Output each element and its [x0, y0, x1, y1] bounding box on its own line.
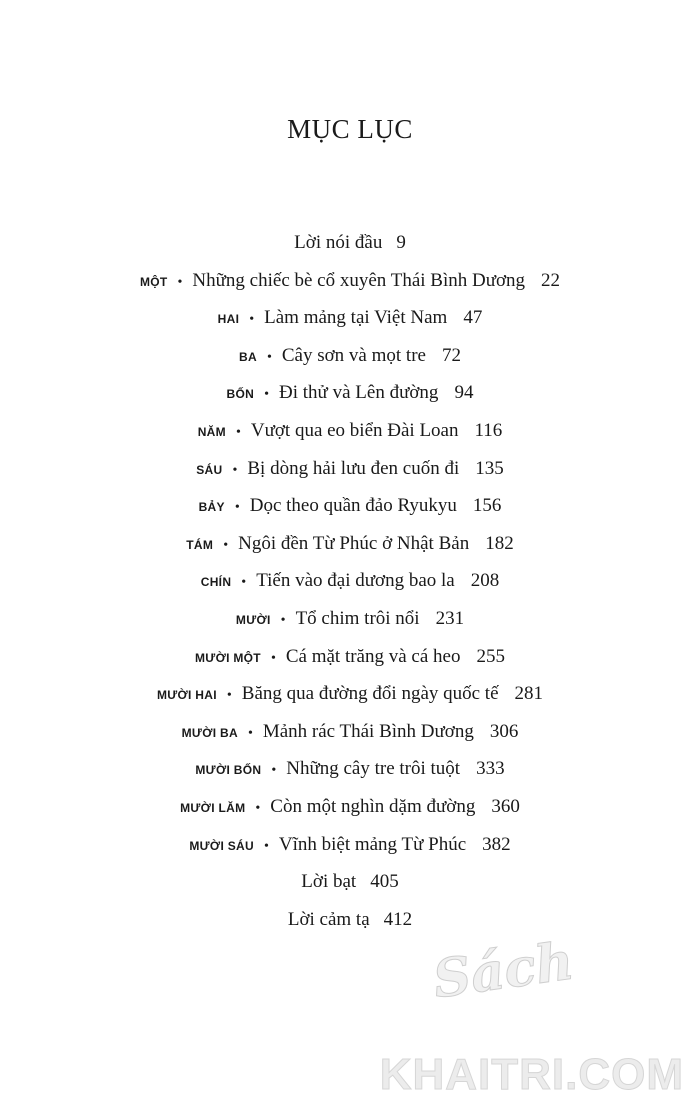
entry-title: Tiến vào đại dương bao la — [256, 570, 455, 592]
page-number: 231 — [435, 607, 465, 629]
toc-entry-chapter-12[interactable] — [0, 675, 700, 713]
entry-title: Lời bạt — [301, 871, 357, 893]
chapter-label: CHÍN — [200, 575, 232, 590]
toc-entry-chapter-7[interactable] — [0, 487, 700, 525]
toc-entry-preface[interactable] — [0, 224, 700, 262]
toc-entry-chapter-4[interactable] — [0, 374, 700, 412]
toc-entry-chapter-10[interactable] — [0, 600, 700, 638]
bullet-separator: • — [280, 612, 286, 628]
toc-entry-chapter-1[interactable] — [0, 262, 700, 300]
toc-entry-chapter-5[interactable] — [0, 412, 700, 450]
entry-title: Dọc theo quần đảo Ryukyu — [249, 495, 457, 517]
bullet-separator: • — [241, 575, 247, 591]
chapter-label: HAI — [217, 312, 240, 327]
toc-entry-chapter-3[interactable] — [0, 337, 700, 375]
entry-title: Lời cảm tạ — [287, 908, 370, 930]
toc-entry-chapter-2[interactable] — [0, 299, 700, 337]
bullet-separator: • — [226, 688, 232, 704]
page-number: 9 — [396, 232, 406, 253]
chapter-label: TÁM — [186, 537, 214, 552]
page-number: 405 — [370, 871, 399, 893]
entry-title: Cá mặt trăng và cá heo — [285, 645, 461, 667]
chapter-label: MƯỜI LĂM — [180, 800, 246, 815]
bullet-separator: • — [249, 312, 255, 328]
toc-entry-chapter-9[interactable] — [0, 562, 700, 600]
entry-title: Cây sơn và mọt tre — [281, 344, 426, 366]
entry-title: Băng qua đường đổi ngày quốc tế — [241, 683, 499, 705]
bullet-separator: • — [264, 387, 270, 403]
toc-entry-chapter-15[interactable] — [0, 788, 700, 826]
entry-title: Vượt qua eo biển Đài Loan — [250, 419, 459, 441]
page-number: 333 — [476, 758, 505, 780]
entry-title: Bị dòng hải lưu đen cuốn đi — [247, 457, 460, 479]
bullet-separator: • — [247, 725, 253, 741]
chapter-label: MƯỜI SÁU — [189, 838, 254, 853]
table-of-contents — [0, 224, 700, 938]
entry-title: Những cây tre trôi tuột — [286, 758, 461, 780]
bullet-separator: • — [232, 462, 238, 478]
entry-title: Còn một nghìn dặm đường — [270, 795, 476, 817]
page-number: 47 — [463, 307, 483, 329]
page-number: 72 — [441, 344, 461, 366]
page-number: 208 — [470, 570, 500, 592]
toc-entry-chapter-11[interactable] — [0, 638, 700, 676]
chapter-label: BẢY — [198, 500, 225, 515]
toc-entry-afterword[interactable] — [0, 863, 700, 901]
page-number: 135 — [475, 457, 504, 479]
toc-entry-chapter-14[interactable] — [0, 750, 700, 788]
chapter-label: MƯỜI — [235, 612, 271, 627]
chapter-label: MƯỜI MỘT — [195, 650, 261, 665]
watermark-logo — [344, 930, 684, 1100]
entry-title: Những chiếc bè cổ xuyên Thái Bình Dương — [192, 269, 526, 291]
page-title: MỤC LỤC — [287, 114, 413, 144]
page-number: 22 — [541, 269, 561, 291]
chapter-label: MỘT — [139, 274, 168, 289]
chapter-label: BA — [239, 349, 257, 364]
page-number: 412 — [383, 908, 413, 930]
page-number: 182 — [485, 532, 514, 554]
chapter-label: BỐN — [226, 387, 255, 402]
bullet-separator: • — [223, 537, 229, 553]
toc-entry-acknowledgements[interactable] — [0, 901, 700, 939]
entry-title: Tổ chim trôi nổi — [295, 607, 420, 629]
chapter-label: MƯỜI HAI — [156, 688, 217, 703]
toc-entry-chapter-13[interactable] — [0, 713, 700, 751]
bullet-separator: • — [266, 349, 272, 365]
chapter-label: NĂM — [197, 424, 226, 439]
page-number: 116 — [474, 419, 503, 441]
page-number: 382 — [482, 833, 511, 855]
entry-title: Lời nói đầu — [294, 232, 383, 253]
toc-entry-chapter-6[interactable] — [0, 450, 700, 488]
watermark-brand-text: KHAITRI.COM — [379, 1050, 684, 1099]
bullet-separator: • — [255, 800, 261, 816]
bullet-separator: • — [177, 274, 183, 290]
bullet-separator: • — [263, 838, 269, 854]
toc-entry-chapter-8[interactable] — [0, 525, 700, 563]
page-number: 306 — [489, 720, 519, 742]
page-number: 156 — [472, 495, 502, 517]
page-number: 281 — [514, 683, 544, 705]
bullet-separator: • — [270, 650, 276, 666]
entry-title: Ngôi đền Từ Phúc ở Nhật Bản — [238, 532, 470, 554]
bullet-separator: • — [235, 424, 241, 440]
bullet-separator: • — [271, 763, 277, 779]
entry-title: Mảnh rác Thái Bình Dương — [262, 720, 474, 742]
entry-title: Vĩnh biệt mảng Từ Phúc — [278, 833, 467, 855]
page-number: 255 — [476, 645, 505, 667]
page-number: 360 — [491, 795, 520, 817]
chapter-label: SÁU — [196, 462, 223, 477]
chapter-label: MƯỜI BỐN — [195, 763, 262, 778]
toc-entry-chapter-16[interactable] — [0, 826, 700, 864]
entry-title: Đi thử và Lên đường — [279, 382, 439, 404]
entry-title: Làm mảng tại Việt Nam — [264, 307, 448, 329]
bullet-separator: • — [234, 500, 240, 516]
page-number: 94 — [454, 382, 474, 404]
chapter-label: MƯỜI BA — [181, 725, 238, 740]
watermark-script-text: Sách — [429, 930, 578, 1011]
